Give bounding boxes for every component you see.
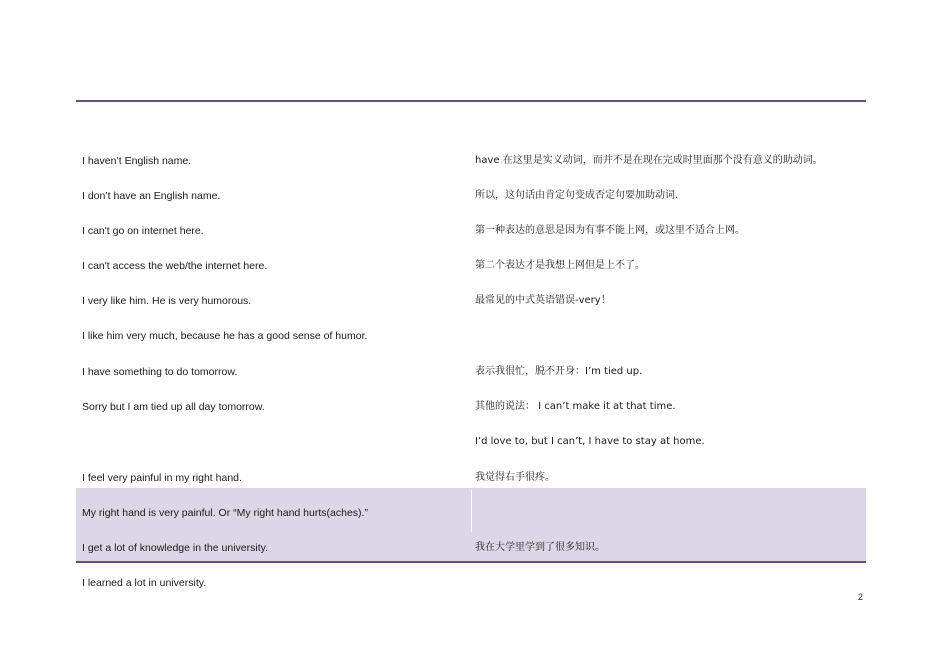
- row-english: I learned a lot in university.: [82, 577, 207, 589]
- row-note: 我觉得右手很疼。: [475, 472, 555, 483]
- band-bottom-rule: [76, 561, 866, 563]
- row-note: 其他的说法： I can’t make it at that time.: [475, 401, 676, 412]
- row-english: I have something to do tomorrow.: [82, 366, 238, 378]
- top-rule: [76, 100, 866, 102]
- row-note: I’d love to, but I can’t, I have to stay at home.: [475, 436, 705, 447]
- band-divider: [471, 490, 472, 532]
- row-english: My right hand is very painful. Or “My right hand hurts(aches).”: [82, 507, 368, 519]
- row-note: 表示我很忙，脱不开身：I’m tied up.: [475, 366, 643, 377]
- row-note: 最常见的中式英语错误-very！: [475, 295, 611, 306]
- row-english: I can't go on internet here.: [82, 225, 204, 237]
- row-english: I get a lot of knowledge in the university.: [82, 542, 268, 554]
- row-english: I very like him. He is very humorous.: [82, 295, 252, 307]
- row-english: I can't access the web/the internet here.: [82, 260, 268, 272]
- row-english: I haven’t English name.: [82, 155, 192, 167]
- row-note: 第二个表达才是我想上网但是上不了。: [475, 260, 645, 271]
- row-english: Sorry but I am tied up all day tomorrow.: [82, 401, 265, 413]
- row-english: I feel very painful in my right hand.: [82, 472, 242, 484]
- page-number: 2: [858, 592, 864, 602]
- row-note: 第一种表达的意思是因为有事不能上网，或这里不适合上网。: [475, 225, 745, 236]
- row-note: have 在这里是实义动词，而并不是在现在完成时里面那个没有意义的助动词。: [475, 155, 823, 166]
- row-english: I like him very much, because he has a good sense of humor.: [82, 330, 368, 342]
- row-english: I don’t have an English name.: [82, 190, 221, 202]
- row-note: 我在大学里学到了很多知识。: [475, 542, 605, 553]
- row-note: 所以，这句话由肯定句变成否定句要加助动词.: [475, 190, 679, 201]
